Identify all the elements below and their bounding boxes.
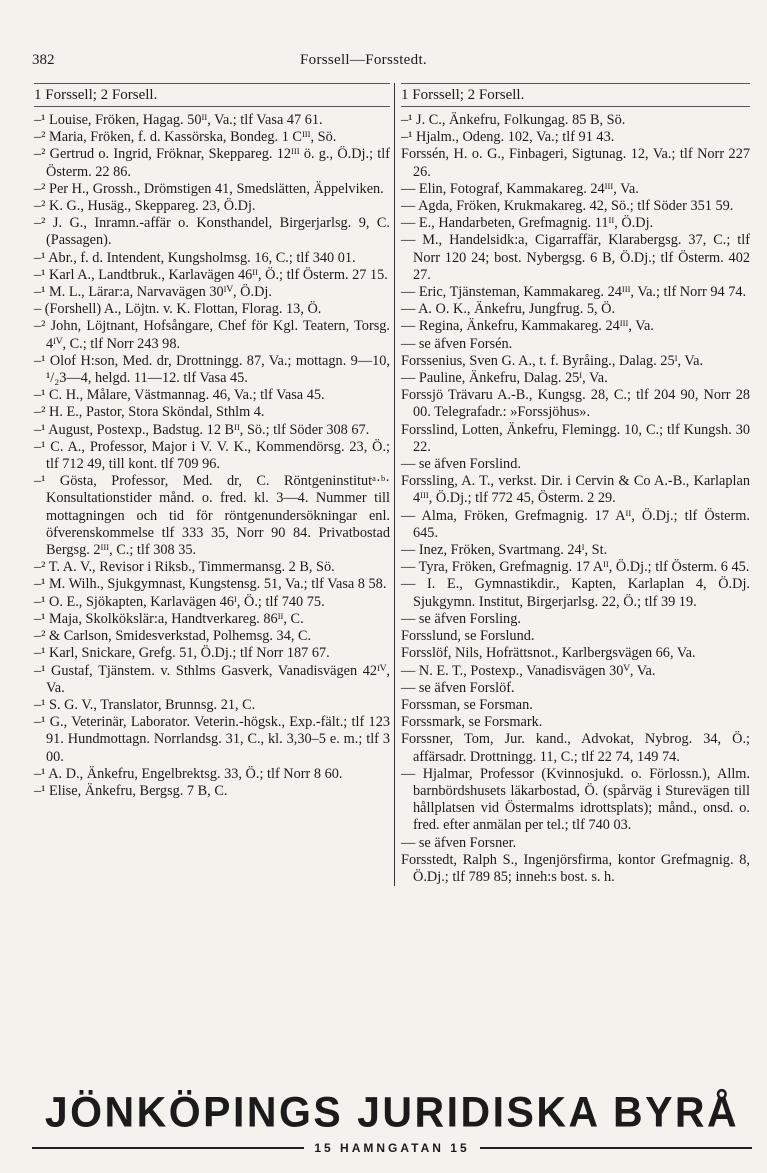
divider-left (32, 1147, 304, 1149)
directory-entry: — se äfven Forslöf. (401, 679, 515, 696)
directory-entry: Forssman, se Forsman. (401, 696, 533, 713)
directory-entry: — E., Handarbeten, Grefmagnig. 11ᴵᴵ, Ö.Dj. (401, 215, 654, 232)
directory-entry: –¹ Hjalm., Odeng. 102, Va.; tlf 91 43. (401, 129, 615, 146)
directory-entry: –¹ Gösta, Professor, Med. dr, C. Röntgeninstitutᵃ·ᵇ· Konsultationstider månd. o. fred. kl. 3—4. Nummer till mottagningen och tid för röntgenundersökningar enl. öfverenskommelse tlf 333 35, Norr 90 84. Privatbostad Bergsg. 2ᴵᴵᴵ, C.; tlf 308 35. (34, 473, 390, 559)
directory-entry: Forsslund, se Forslund. (401, 628, 535, 645)
advert-address: 15 HAMNGATAN 15 (314, 1141, 470, 1155)
left-column (34, 83, 390, 800)
directory-entry: — Agda, Fröken, Krukmakareg. 42, Sö.; tlf Söder 351 59. (401, 198, 734, 215)
directory-entry: — I. E., Gymnastikdir., Kapten, Karlaplan 4, Ö.Dj. Sjukgymn. Institut, Birgerjarlsg. 22, Ö.; tlf 39 19. (401, 576, 750, 610)
directory-entry: –¹ Karl, Snickare, Grefg. 51, Ö.Dj.; tlf Norr 187 67. (34, 645, 330, 662)
directory-entry: –² Per H., Grossh., Drömstigen 41, Smedslätten, Äppelviken. (34, 180, 384, 197)
directory-entry: Forssner, Tom, Jur. kand., Advokat, Nybrog. 34, Ö.; affärsadr. Drottningg. 11, C.; tlf 22 74, 149 74. (401, 731, 750, 765)
directory-entry: –¹ M. L., Lärar:a, Narvavägen 30ᴵⱽ, Ö.Dj. (34, 284, 272, 301)
directory-entry: –¹ J. C., Änkefru, Folkungag. 85 B, Sö. (401, 112, 626, 128)
directory-entry: — Eric, Tjänsteman, Kammakareg. 24ᴵᴵᴵ, Va.; tlf Norr 94 74. (401, 284, 747, 301)
directory-entry: — Regina, Änkefru, Kammakareg. 24ᴵᴵᴵ, Va. (401, 318, 654, 335)
directory-entry: –² H. E., Pastor, Stora Sköndal, Sthlm 4. (34, 404, 265, 421)
directory-entry: –¹ S. G. V., Translator, Brunnsg. 21, C. (34, 696, 256, 713)
directory-entry: –¹ C. H., Målare, Västmannag. 46, Va.; tlf Vasa 45. (34, 387, 325, 404)
directory-entry: Forssén, H. o. G., Finbageri, Sigtunag. 12, Va.; tlf Norr 227 26. (401, 146, 750, 180)
directory-entry: — Alma, Fröken, Grefmagnig. 17 Aᴵᴵ, Ö.Dj.; tlf Österm. 645. (401, 507, 750, 541)
directory-entry: — se äfven Forsling. (401, 610, 521, 627)
divider-right (480, 1147, 752, 1149)
directory-entry: — Hjalmar, Professor (Kvinnosjukd. o. Förlossn.), Allm. barnbördshusets läkarbostad, Ö. (spårväg i Sturevägen till hållplatsen vid Östermalms idrottsplats); månd., onsd. o. fred. efter anmälan per tel.; tlf 740 03. (401, 765, 750, 834)
directory-entry: — se äfven Forsner. (401, 834, 517, 851)
left-entry-list (34, 112, 390, 800)
right-entry-list (401, 112, 750, 886)
directory-entry: –¹ G., Veterinär, Laborator. Veterin.-högsk., Exp.-fält.; tlf 123 91. Hundmottagn. Norrlandsg. 31, C., kl. 3,30–5 e. m.; tlf 3 00. (34, 714, 390, 765)
directory-entry: Forsstedt, Ralph S., Ingenjörsfirma, kontor Grefmagnig. 8, Ö.Dj.; tlf 789 85; inneh:s bost. s. h. (401, 851, 750, 885)
directory-entry: Forssmark, se Forsmark. (401, 714, 543, 731)
directory-entry: –¹ Olof H:son, Med. dr, Drottningg. 87, Va.; mottagn. 9—10, ¹/₂3—4, helgd. 11—12. tlf Vasa 45. (34, 352, 390, 387)
directory-entry: — Tyra, Fröken, Grefmagnig. 17 Aᴵᴵ, Ö.Dj.; tlf Österm. 6 45. (401, 559, 750, 576)
directory-entry: — Pauline, Änkefru, Dalag. 25ᴵ, Va. (401, 370, 608, 387)
directory-entry: –¹ Gustaf, Tjänstem. v. Sthlms Gasverk, Vanadisvägen 42ᴵⱽ, Va. (34, 662, 390, 696)
directory-entry: — se äfven Forslind. (401, 456, 521, 473)
advertisement-footer (32, 1089, 752, 1155)
directory-entry: Forsslöf, Nils, Hofrättsnot., Karlbergsvägen 66, Va. (401, 645, 696, 662)
directory-entry: –² & Carlson, Smidesverkstad, Polhemsg. 34, C. (34, 628, 312, 645)
directory-entry: –¹ Abr., f. d. Intendent, Kungsholmsg. 16, C.; tlf 340 01. (34, 249, 356, 266)
advert-address-row (32, 1141, 752, 1155)
directory-entry: — A. O. K., Änkefru, Jungfrug. 5, Ö. (401, 301, 616, 318)
right-column (394, 83, 750, 886)
page-number: 382 (32, 52, 55, 68)
right-column-heading: 1 Forssell; 2 Forsell. (401, 83, 750, 107)
directory-entry: –² John, Löjtnant, Hofsångare, Chef för Kgl. Teatern, Torsg. 4ᴵⱽ, C.; tlf Norr 243 98. (34, 318, 390, 352)
directory-entry: –² J. G., Inramn.-affär o. Konsthandel, Birgerjarlsg. 9, C. (Passagen). (34, 215, 390, 249)
directory-entry: –¹ M. Wilh., Sjukgymnast, Kungstensg. 51, Va.; tlf Vasa 8 58. (34, 576, 387, 593)
directory-entry: – (Forshell) A., Löjtn. v. K. Flottan, Florag. 13, Ö. (34, 301, 322, 318)
directory-entry: –¹ C. A., Professor, Major i V. V. K., Kommendörsg. 23, Ö.; tlf 712 49, till kont. tlf 709 96. (34, 438, 390, 473)
directory-entry: –¹ Louise, Fröken, Hagag. 50ᴵᴵ, Va.; tlf Vasa 47 61. (34, 112, 323, 128)
directory-entry: –¹ Maja, Skolkökslär:a, Handtverkareg. 86ᴵᴵ, C. (34, 610, 304, 627)
directory-entry: –¹ A. D., Änkefru, Engelbrektsg. 33, Ö.; tlf Norr 8 60. (34, 765, 343, 782)
directory-entry: Forssling, A. T., verkst. Dir. i Cervin & Co A.-B., Karlaplan 4ᴵᴵᴵ, Ö.Dj.; tlf 772 45, Österm. 2 29. (401, 473, 750, 507)
advert-title: JÖNKÖPINGS JURIDISKA BYRÅ (44, 1087, 740, 1137)
directory-entry: — M., Handelsidk:a, Cigarraffär, Klarabergsg. 37, C.; tlf Norr 120 24; bost. Nybergsg. 6 B, Ö.Dj.; tlf Österm. 402 27. (401, 232, 750, 283)
directory-entry: Forssenius, Sven G. A., t. f. Byråing., Dalag. 25ᴵ, Va. (401, 352, 704, 369)
directory-entry: –² Maria, Fröken, f. d. Kassörska, Bondeg. 1 Cᴵᴵᴵ, Sö. (34, 129, 337, 146)
directory-entry: Forssjö Trävaru A.-B., Kungsg. 28, C.; tlf 204 90, Norr 28 00. Telegrafadr.: »Forssjöhus». (401, 387, 750, 421)
directory-entry: –¹ Karl A., Landtbruk., Karlavägen 46ᴵᴵ, Ö.; tlf Österm. 27 15. (34, 266, 388, 283)
directory-entry: –² T. A. V., Revisor i Riksb., Timmermansg. 2 B, Sö. (34, 559, 335, 576)
directory-entry: — Inez, Fröken, Svartmang. 24ᴵ, St. (401, 542, 608, 559)
directory-entry: Forsslind, Lotten, Änkefru, Flemingg. 10, C.; tlf Kungsh. 30 22. (401, 421, 750, 455)
directory-entry: –¹ Elise, Änkefru, Bergsg. 7 B, C. (34, 782, 228, 799)
directory-entry: –¹ August, Postexp., Badstug. 12 Bᴵᴵ, Sö.; tlf Söder 308 67. (34, 421, 370, 438)
directory-entry: –¹ O. E., Sjökapten, Karlavägen 46ᴵ, Ö.; tlf 740 75. (34, 593, 325, 610)
running-title: Forssell—Forsstedt. (300, 52, 427, 68)
directory-entry: — se äfven Forsén. (401, 335, 513, 352)
directory-entry: –² K. G., Husäg., Skeppareg. 23, Ö.Dj. (34, 198, 256, 215)
directory-entry: — Elin, Fotograf, Kammakareg. 24ᴵᴵᴵ, Va. (401, 180, 639, 197)
directory-entry: — N. E. T., Postexp., Vanadisvägen 30ⱽ, Va. (401, 662, 656, 679)
directory-entry: –² Gertrud o. Ingrid, Fröknar, Skeppareg. 12ᴵᴵᴵ ö. g., Ö.Dj.; tlf Österm. 22 86. (34, 146, 390, 180)
left-column-heading: 1 Forssell; 2 Forsell. (34, 83, 390, 107)
